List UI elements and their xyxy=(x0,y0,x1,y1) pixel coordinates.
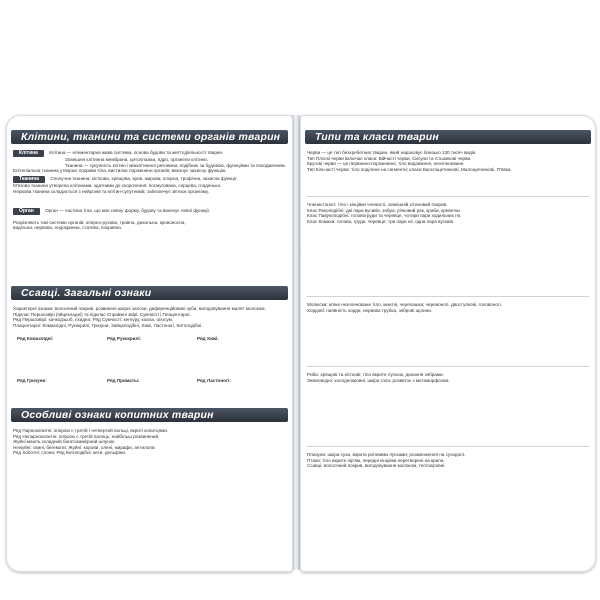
order-label: Ряд Гризуни: xyxy=(17,378,47,383)
order-label: Ряд Комахоїдні: xyxy=(17,336,54,341)
types-section-body-3 xyxy=(307,302,589,313)
section-title-mammals: Ссавці. Загальні ознаки xyxy=(11,286,288,300)
mammals-section-body xyxy=(13,306,286,328)
right-page xyxy=(300,115,596,572)
types-section-body-5 xyxy=(307,452,589,469)
text-row: Молюски: м'яке незчленоване тіло, мантія, черепашка; черевоногі, двостулкові, головоногі. xyxy=(307,302,502,307)
types-section-body xyxy=(307,150,589,172)
divider xyxy=(307,366,589,367)
text-row: Ссавці: волосяний покрив, вигодовування молоком, теплокровні. xyxy=(307,463,446,469)
text-row: Хордові: наявність хорди, нервова трубка, зяброві щілини. xyxy=(307,307,433,313)
text-row: Плацентарні: Комахоїдні, Рукокрилі, Гризуни, Зайцеподібні, Хижі, Ластоногі, Китоподібні. xyxy=(13,322,203,328)
text-row: Риби: хрящові та кісткові; тіло вкрите лускою, дихання зябрами. xyxy=(307,372,444,377)
text-row: Земноводні: холоднокровні, шкіра гола, розвиток з метаморфозом. xyxy=(307,377,450,383)
text-row: Тканина — сукупність клітин і міжклітинної речовини, подібних за будовою, функціями та походженням. xyxy=(65,162,286,168)
text-row: М'язова тканина утворена клітинами, здатними до скорочення: посмугована, серцева, гладенька. xyxy=(13,183,222,189)
divider xyxy=(307,196,589,197)
section-title-cells-tissues: Клітини, тканини та системи органів тварин xyxy=(11,130,288,144)
types-section-body-4 xyxy=(307,372,589,383)
tag-cell: Клітина xyxy=(13,150,44,157)
tissue-row xyxy=(13,176,286,183)
order-label: Ряд Хижі: xyxy=(197,336,219,341)
section-title-animal-types: Типи та класи тварин xyxy=(305,130,591,144)
order-label: Ряд Рукокрилі: xyxy=(107,336,142,341)
text-row: Плазуни: шкіра суха, вкрита роговими лусками; розмноження на суходолі. xyxy=(307,452,466,457)
text-row: Орган — частина тіла, що має певну форму, будову та виконує певні функції. xyxy=(45,208,211,214)
text-row: Черви — це тип безхребетних тварин, який нараховує близько 130 тисяч видів. xyxy=(307,150,477,155)
text-row: Ряд Хоботні: слони; Ряд Китоподібні: кити, дельфіни. xyxy=(13,450,127,456)
text-row: Ряд Першозвірі: качкодзьоб, єхидна; Ряд Сумчасті: кенгуру, коала, опосум. xyxy=(13,317,174,323)
text-row: Підклас Першозвірі (яйцекладні) та підклас Справжні звірі: Сумчасті і Плацентарні. xyxy=(13,311,191,317)
text-row: Епітеліальна тканина утворює покриви тіла, вистилає порожнини органів; виконує захисну функцію. xyxy=(13,168,227,174)
text-row: Птахи: тіло вкрите пір'ям, передні кінцівки перетворені на крила. xyxy=(307,457,445,463)
text-row: Ряд Непарнокопитні: опорою є третій палець, найбільш розвинений. xyxy=(13,433,160,439)
text-row: Членистоногі: тіло і кінцівки членисті, зовнішній хітиновий покрив. xyxy=(307,202,448,207)
text-row: Сполучна тканина: кісткова, хрящова, кров, жирова; опорна, трофічна, захисна функції. xyxy=(50,175,238,181)
section-title-hoofed: Особливі ознаки копитних тварин xyxy=(11,408,288,422)
text-row: Нервова тканина складається з нейронів та клітин-супутників; забезпечує зв'язок організму. xyxy=(13,188,210,194)
text-row: Клітина — елементарна жива система, основа будови та життєдіяльності тварин. xyxy=(49,150,224,155)
text-row: Тип Кільчасті черви: тіло поділене на сегменти; класи Багатощетинкові, Малощетинкові, П'явки. xyxy=(307,166,512,172)
left-page xyxy=(6,115,293,572)
tag-tissue: Тканина xyxy=(13,176,45,183)
text-row: Жуйні мають складний багатокамерний шлунок. xyxy=(13,439,116,445)
divider xyxy=(307,296,589,297)
text-row: Характерні ознаки: волосяний покрив, розвинені шкірні залози, диференційовані зуби, вигодовування малят молоком. xyxy=(13,306,266,311)
organ-row xyxy=(13,208,286,215)
text-row: Клас Ракоподібні: дві пари вусиків, зябра; річковий рак, краби, креветки. xyxy=(307,207,462,213)
text-row: Нежуйні: свині, бегемоти; Жуйні: корови, олені, жирафи, антилопи. xyxy=(13,444,156,450)
text-row: видільна, нервова, ендокринна, статева, покривна. xyxy=(13,225,123,231)
text-row: Тип Плоскі черви включає класи: Війчасті черви, Сисуни та Стьожкові черви. xyxy=(307,155,472,161)
text-row: Розрізняють такі системи органів: опорно-рухова, травна, дихальна, кровоносна, xyxy=(13,219,186,225)
order-label: Ряд Ластоногі: xyxy=(197,378,231,383)
tag-organ: Орган xyxy=(13,208,40,215)
text-row: Ряд Парнокопитні: опорою є третій і четвертий пальці, вкриті копитцями. xyxy=(13,428,169,433)
text-row: Кругові черви — це первинно-порожнинні, тіло видовжене, незчленоване. xyxy=(307,161,465,167)
text-row: Клас Павукоподібні: головогруди та черевце, чотири пари ходильних ніг. xyxy=(307,213,462,219)
hoofed-section-body xyxy=(13,428,286,456)
types-section-body-2 xyxy=(307,202,589,224)
text-row: Клас Комахи: голова, груди, черевце; три пари ніг, одна пара вусиків. xyxy=(307,218,455,224)
cell-row xyxy=(13,150,286,157)
text-row: Зовнішня клітинна мембрана, цитоплазма, ядро, органели клітини. xyxy=(65,157,209,163)
divider xyxy=(307,446,589,447)
cells-section-body xyxy=(13,150,286,231)
order-label: Ряд Приматы: xyxy=(107,378,140,383)
